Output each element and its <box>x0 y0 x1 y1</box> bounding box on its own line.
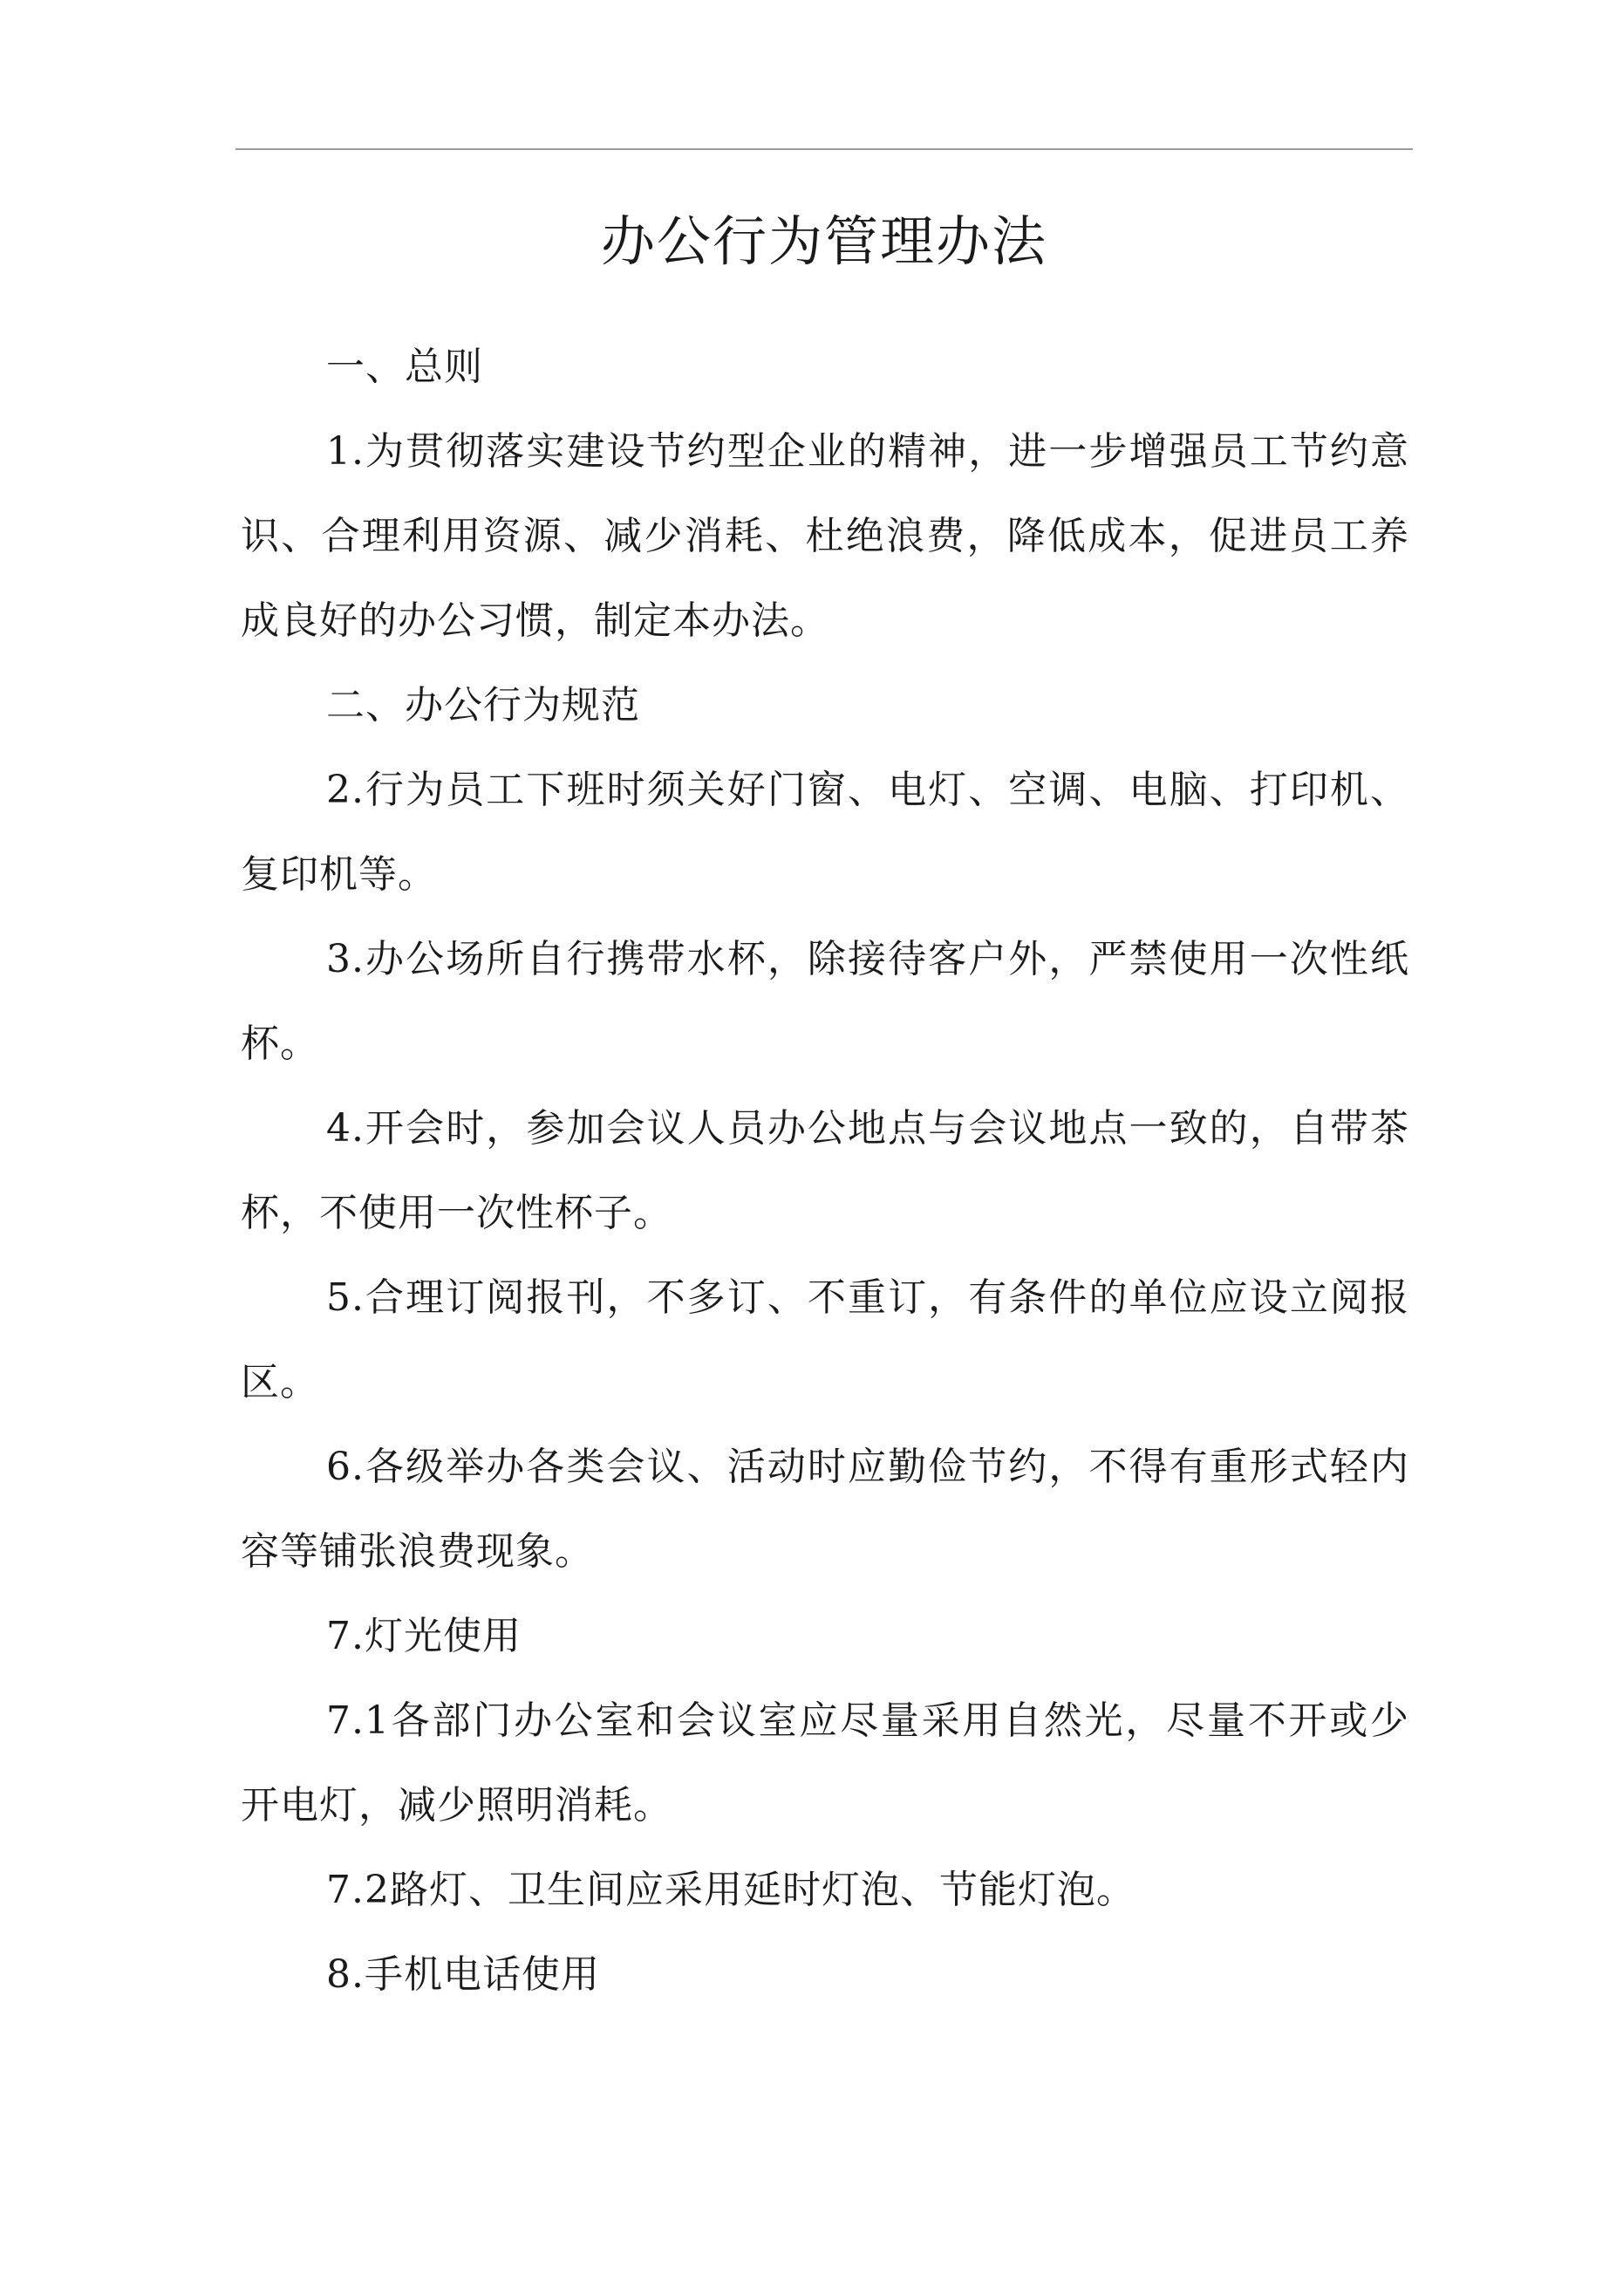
section-heading-office-conduct: 二、办公行为规范 <box>326 683 640 728</box>
document-body <box>241 325 1409 2017</box>
clause-7-heading: 7.灯光使用 <box>326 1614 522 1658</box>
clause-2: 2.行为员工下班时须关好门窗、电灯、空调、电脑、打印机、复印机等。 <box>241 768 1409 897</box>
clause-7-2: 7.2路灯、卫生间应采用延时灯泡、节能灯泡。 <box>326 1868 1135 1912</box>
clause-3: 3.办公场所自行携带水杯，除接待客户外，严禁使用一次性纸杯。 <box>241 937 1409 1066</box>
clause-5: 5.合理订阅报刊，不多订、不重订，有条件的单位应设立阅报区。 <box>241 1275 1409 1404</box>
document-title: 办公行为管理办法 <box>600 209 1047 273</box>
header-rule <box>235 148 1413 150</box>
clause-8-heading: 8.手机电话使用 <box>326 1952 600 1997</box>
clause-4: 4.开会时，参加会议人员办公地点与会议地点一致的，自带茶杯，不使用一次性杯子。 <box>241 1106 1409 1235</box>
clause-7-1: 7.1各部门办公室和会议室应尽量采用自然光，尽量不开或少开电灯，减少照明消耗。 <box>241 1698 1409 1828</box>
section-heading-general: 一、总则 <box>326 345 483 389</box>
clause-1: 1.为贯彻落实建设节约型企业的精神，进一步增强员工节约意识、合理利用资源、减少消耗、杜绝浪费，降低成本，促进员工养成良好的办公习惯，制定本办法。 <box>241 429 1409 643</box>
clause-6: 6.各级举办各类会议、活动时应勤俭节约，不得有重形式轻内容等铺张浪费现象。 <box>241 1445 1409 1574</box>
